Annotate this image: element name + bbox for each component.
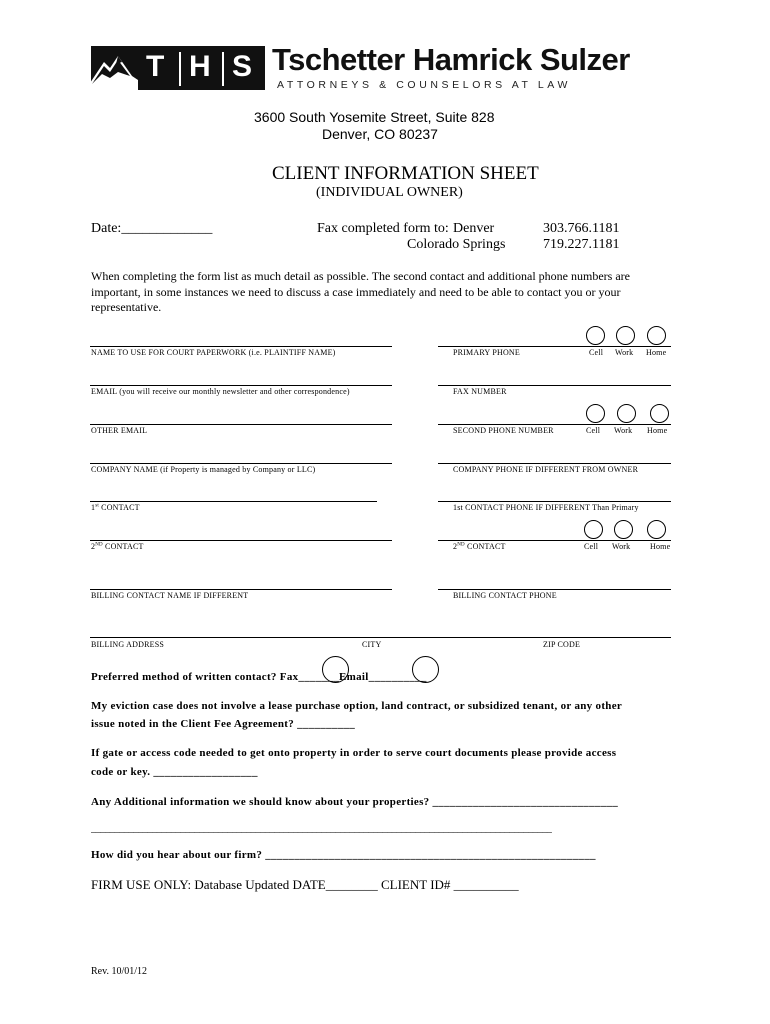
first-contact-superscript: st (95, 503, 99, 509)
second-contact-superscript: ND (95, 542, 103, 548)
date-field[interactable]: Date:_____________ (91, 221, 213, 236)
address-line-1: 3600 South Yosemite Street, Suite 828 (254, 109, 495, 125)
instructions-line-2: important, in some instances we need to discuss a case immediately and need to be able to contact you or your (91, 285, 621, 299)
first-contact-number: 1 (91, 503, 96, 512)
second-phone-work-radio[interactable] (617, 404, 636, 423)
city-label: CITY (362, 640, 382, 649)
zip-label: ZIP CODE (543, 640, 581, 649)
fax-option[interactable]: Fax_______ (279, 671, 340, 683)
instructions-line-3: representative. (91, 300, 162, 314)
gate-code-question-line-2[interactable]: code or key. __________________ (91, 766, 258, 778)
second-contact-phone-text: CONTACT (467, 542, 506, 551)
email-input-line[interactable] (90, 385, 392, 386)
page-subtitle: (INDIVIDUAL OWNER) (316, 185, 463, 200)
first-contact-phone-input-line[interactable] (438, 501, 671, 502)
second-contact-input-line[interactable] (90, 540, 392, 541)
email-label: EMAIL (you will receive our monthly newsletter and other correspondence) (91, 387, 350, 396)
second-contact-work-radio[interactable] (614, 520, 633, 539)
second-contact-phone-input-line[interactable] (438, 540, 671, 541)
second-contact-number: 2 (91, 542, 96, 551)
second-contact-phone-number: 2 (453, 542, 458, 551)
primary-phone-label: PRIMARY PHONE (453, 348, 520, 357)
fax-denver-number: 303.766.1181 (543, 221, 620, 236)
second-phone-label: SECOND PHONE NUMBER (453, 426, 554, 435)
primary-phone-work-radio[interactable] (616, 326, 635, 345)
email-option[interactable]: Email__________ (339, 671, 427, 683)
other-email-input-line[interactable] (90, 424, 392, 425)
second-phone-cell-label: Cell (586, 426, 601, 435)
primary-phone-home-label: Home (646, 348, 667, 357)
second-contact-work-label: Work (612, 542, 631, 551)
preferred-contact-label: Preferred method of written contact? (91, 671, 277, 683)
company-phone-label: COMPANY PHONE IF DIFFERENT FROM OWNER (453, 465, 639, 474)
second-contact-home-radio[interactable] (647, 520, 666, 539)
instructions-line-1: When completing the form list as much detail as possible. The second contact and additional phone numbers are (91, 269, 630, 283)
first-contact-text: CONTACT (101, 503, 140, 512)
logo-divider-2 (222, 52, 224, 86)
logo-divider-1 (179, 52, 181, 86)
second-contact-cell-label: Cell (584, 542, 599, 551)
second-phone-home-radio[interactable] (650, 404, 669, 423)
address-line-2: Denver, CO 80237 (322, 126, 438, 142)
fax-springs-number: 719.227.1181 (543, 237, 620, 252)
second-contact-text: CONTACT (105, 542, 144, 551)
fax-number-label: FAX NUMBER (453, 387, 507, 396)
firm-use-only: FIRM USE ONLY: Database Updated DATE________ CLIENT ID# __________ (91, 877, 519, 892)
second-phone-home-label: Home (647, 426, 668, 435)
other-email-label: OTHER EMAIL (91, 426, 148, 435)
second-phone-cell-radio[interactable] (586, 404, 605, 423)
second-phone-work-label: Work (614, 426, 633, 435)
first-contact-phone-label: 1st CONTACT PHONE IF DIFFERENT Than Primary (453, 503, 639, 512)
primary-phone-home-radio[interactable] (647, 326, 666, 345)
fax-denver-label: Denver (453, 221, 495, 236)
logo-letter-s: S (232, 50, 253, 83)
eviction-question-line-2[interactable]: issue noted in the Client Fee Agreement? __________ (91, 718, 356, 730)
first-contact-label (91, 503, 140, 512)
logo-letter-t: T (146, 50, 165, 83)
name-label: NAME TO USE FOR COURT PAPERWORK (i.e. PLAINTIFF NAME) (91, 348, 336, 357)
company-name-input-line[interactable] (90, 463, 392, 464)
revision-date: Rev. 10/01/12 (91, 966, 148, 977)
billing-address-label: BILLING ADDRESS (91, 640, 165, 649)
primary-phone-work-label: Work (615, 348, 634, 357)
firm-tagline: ATTORNEYS & COUNSELORS AT LAW (277, 79, 572, 91)
company-name-label: COMPANY NAME (if Property is managed by Company or LLC) (91, 465, 316, 474)
firm-name: Tschetter Hamrick Sulzer (272, 42, 630, 77)
second-contact-cell-radio[interactable] (584, 520, 603, 539)
billing-phone-input-line[interactable] (438, 589, 671, 590)
logo-letter-h: H (189, 50, 211, 83)
fax-label: Fax completed form to: (317, 221, 449, 236)
referral-question[interactable]: How did you hear about our firm? _________________________________________________________ (91, 849, 596, 861)
page-title: CLIENT INFORMATION SHEET (272, 163, 539, 184)
first-contact-input-line[interactable] (90, 501, 377, 502)
billing-phone-label: BILLING CONTACT PHONE (453, 591, 557, 600)
second-contact-phone-superscript: ND (457, 542, 465, 548)
company-phone-input-line[interactable] (438, 463, 671, 464)
eviction-question-line-1: My eviction case does not involve a lease purchase option, land contract, or subsidized tenant, or any other (91, 700, 623, 712)
billing-contact-input-line[interactable] (90, 589, 392, 590)
second-contact-home-label: Home (650, 542, 671, 551)
second-contact-label (91, 542, 144, 551)
additional-info-question[interactable]: Any Additional information we should know about your properties? ________________________________ (91, 796, 619, 808)
primary-phone-cell-radio[interactable] (586, 326, 605, 345)
second-phone-input-line[interactable] (438, 424, 671, 425)
billing-contact-label: BILLING CONTACT NAME IF DIFFERENT (91, 591, 249, 600)
primary-phone-input-line[interactable] (438, 346, 671, 347)
primary-phone-cell-label: Cell (589, 348, 604, 357)
name-input-line[interactable] (90, 346, 392, 347)
fax-input-line[interactable] (438, 385, 671, 386)
fax-springs-label: Colorado Springs (407, 237, 506, 252)
gate-code-question-line-1: If gate or access code needed to get onto property in order to serve court documents please provide access (91, 747, 617, 759)
mountain-icon (88, 46, 138, 90)
additional-info-continuation-line[interactable]: __________________________________________________________________________________________________ (91, 823, 552, 834)
preferred-contact-question (91, 671, 427, 683)
billing-address-input-line[interactable] (90, 637, 671, 638)
second-contact-phone-label (453, 542, 506, 551)
